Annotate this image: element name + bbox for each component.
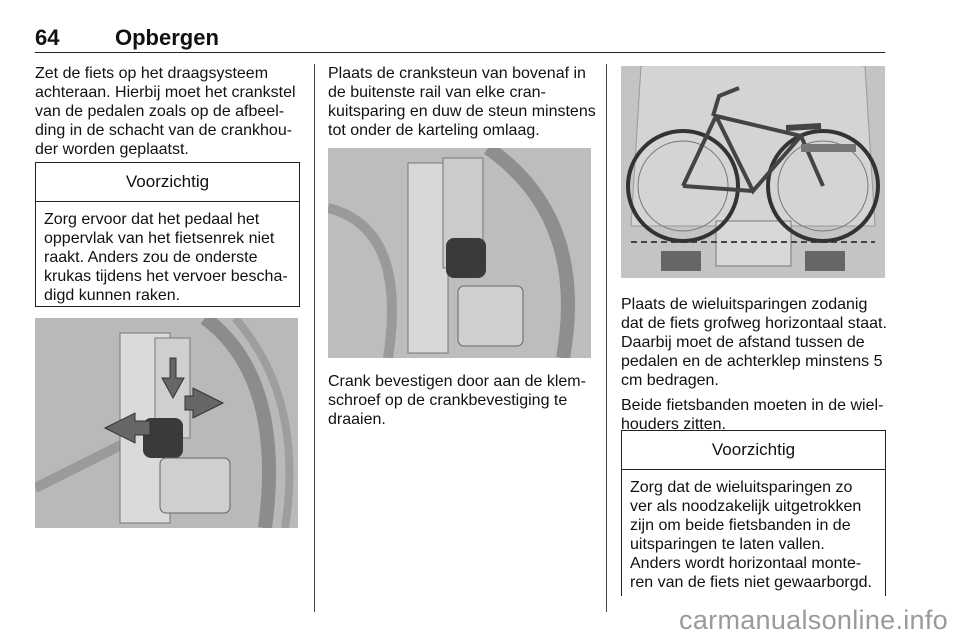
crank-mount-illustration	[328, 148, 591, 358]
page-number: 64	[35, 25, 60, 50]
crank-holder-illustration	[35, 318, 298, 528]
warning-title: Voorzichtig	[622, 431, 885, 470]
column-divider	[314, 64, 315, 612]
page-title: Opbergen	[115, 25, 219, 50]
warning-box	[621, 430, 886, 596]
instruction-paragraph: Plaats de cranksteun van bovenaf in de buitenste rail van elke crankuitsparing en duw de steun minstens tot onder de karteling omlaag.	[328, 65, 596, 139]
bike-rack-illustration	[621, 66, 885, 278]
warning-box	[35, 162, 300, 307]
column-1	[35, 64, 303, 165]
watermark: carmanualsonline.info	[679, 605, 948, 635]
warning-text: Zorg dat de wieluitsparingen zo ver als noodzakelijk uitgetrokken zijn om beide fietsbanden in de uitsparingen te laten vallen. Anders wordt horizontaal monteren van de fiets niet gewaarborgd.	[630, 479, 872, 591]
instruction-paragraph: Beide fietsbanden moeten in de wielhouders zitten.	[621, 397, 884, 433]
column-divider	[606, 64, 607, 612]
column-3	[621, 295, 891, 440]
warning-text: Zorg ervoor dat het pedaal het oppervlak van het fietsenrek niet raakt. Anders zou de onderste krukas tijdens het vervoer beschadigd kunnen raken.	[44, 211, 288, 304]
column-2	[328, 64, 596, 146]
column-2-lower	[328, 372, 596, 435]
warning-title: Voorzichtig	[36, 163, 299, 202]
instruction-paragraph: Plaats de wieluitsparingen zodanig dat de fiets grofweg horizontaal staat. Daarbij moet de afstand tussen de pedalen en de achterklep minstens 5 cm bedragen.	[621, 296, 887, 389]
instruction-paragraph: Crank bevestigen door aan de klemschroef op de crankbevestiging te draaien.	[328, 373, 586, 428]
page-header	[35, 22, 885, 53]
instruction-paragraph: Zet de fiets op het draagsysteem achteraan. Hierbij moet het crankstel van de pedalen zoals op de afbeelding in de schacht van de crankhouder worden geplaatst.	[35, 65, 296, 158]
